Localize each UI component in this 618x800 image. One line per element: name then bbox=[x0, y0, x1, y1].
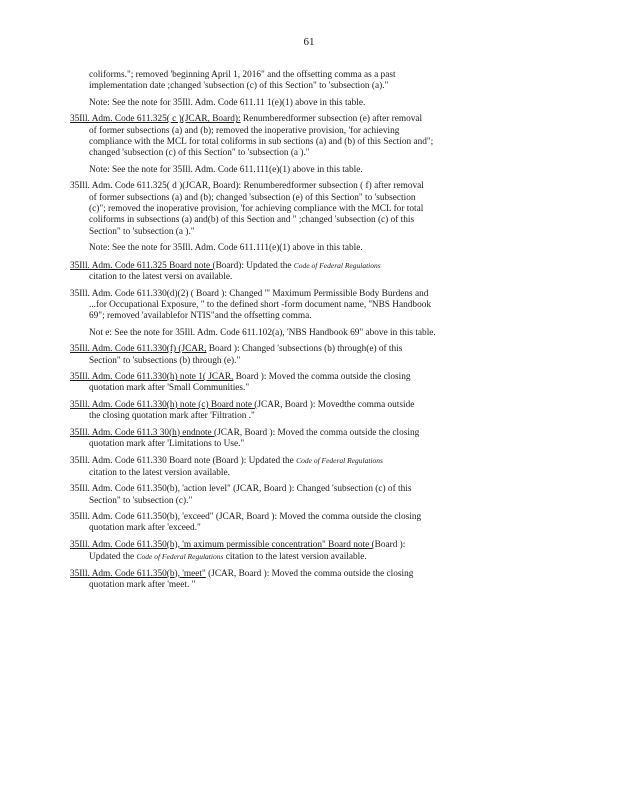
entry-citation: 35Ill. Adm. Code 611.325 Board note ( bbox=[70, 260, 216, 271]
note-text: Not e: See the note for 35Ill. Adm. Code 611.102(a), 'NBS Handbook 69" above in this table. bbox=[89, 327, 436, 338]
text-line: coliforms in subsections (a) and(b) of this Section and " ;changed 'subsection (c) of this bbox=[89, 215, 415, 226]
entry-description: 35Ill. Adm. Code 611.330 Board note (Board ): Updated the bbox=[70, 456, 294, 467]
entry-citation: 35Ill. Adm. Code 611.325( c )(JCAR, Board): bbox=[70, 114, 241, 125]
amendment-entry bbox=[70, 181, 542, 238]
amendment-entry bbox=[70, 569, 542, 592]
text-line: Section" to 'subsection (c)." bbox=[89, 495, 193, 506]
amendment-entry bbox=[70, 400, 542, 423]
text-line: Section" to 'subsections (b) through (e)." bbox=[89, 355, 241, 366]
note-text: Note: See the note for 35Ill. Adm. Code 611.111(e)(1) above in this table. bbox=[89, 243, 363, 254]
amendment-entry bbox=[70, 455, 542, 479]
table-note bbox=[70, 98, 542, 109]
entry-description: Board ): Changed 'subsections (b) through(e) of this bbox=[206, 344, 403, 355]
text-line: ...for Occupational Exposure, " to the defined short -form document name, ''NBS Handbook bbox=[89, 299, 432, 310]
entry-citation: 35Ill. Adm. Code 611.350(b), 'm aximum permissible concentration" Board note ( bbox=[70, 539, 375, 550]
entry-description: 35Ill. Adm. Code 611.325( d )(JCAR, Board): Renumberedformer subsection ( f) after removal bbox=[70, 181, 424, 192]
text-line: of former subsections (a) and (b); changed 'subsection (e) of this Section" to 'subsection bbox=[89, 192, 416, 203]
amendment-entry bbox=[70, 540, 542, 564]
amendment-entry bbox=[70, 428, 542, 451]
text-line: citation to the latest versi on available. bbox=[89, 272, 233, 283]
cfr-title: Code of Federal Regulations bbox=[293, 260, 381, 270]
text-line: Section" to 'subsection (a )." bbox=[89, 226, 195, 237]
amendment-entry bbox=[70, 512, 542, 535]
text-line: compliance with the MCL for total coliforms in sub sections (a) and (b) of this Section and"; bbox=[89, 137, 434, 148]
text-line: the closing quotation mark after 'Filtration ." bbox=[89, 411, 255, 422]
entry-description: Board ): bbox=[374, 539, 406, 550]
entry-description: (JCAR, Board ): Moved the comma outside the closing bbox=[205, 568, 414, 579]
entry-citation: 35Ill. Adm. Code 611.350(b), 'meet" bbox=[70, 568, 206, 579]
entry-description: Board ): Moved the comma outside the closing bbox=[233, 371, 411, 382]
text-line: Updated the bbox=[89, 552, 137, 563]
text-line: quotation mark after 'Limitations to Use." bbox=[89, 438, 245, 449]
text-line: coliforms."; removed 'beginning April 1, 2016" and the offsetting comma as a past bbox=[89, 70, 396, 80]
text-line: quotation mark after 'meet. " bbox=[89, 580, 196, 591]
table-note bbox=[70, 328, 542, 339]
text-line: quotation mark after 'exceed." bbox=[89, 523, 201, 534]
entry-description: JCAR, Board ): Moved the comma outside the closing bbox=[217, 427, 420, 438]
page-number: 61 bbox=[303, 36, 315, 48]
entry-description: Board): Updated the bbox=[215, 260, 292, 271]
amendment-entry bbox=[70, 114, 542, 160]
entry-description: JCAR, Board ): Movedthe comma outside bbox=[257, 399, 415, 410]
document-body bbox=[70, 70, 542, 596]
text-line: changed 'subsection (c) of this Section" to 'subsection (a )." bbox=[89, 148, 310, 159]
note-text: Note: See the note for 35Ill. Adm. Code 611.11 1(e)(1) above in this table. bbox=[89, 97, 366, 108]
text-line: of former subsections (a) and (b); removed the inoperative provision, 'for achieving bbox=[89, 125, 400, 136]
text-line: citation to the latest version available. bbox=[223, 552, 367, 563]
table-note bbox=[70, 165, 542, 176]
text-line: (c)"; removed the inoperative provision, 'for achieving compliance with the MCL for total bbox=[89, 204, 424, 215]
text-line: 69"; removed 'availablefor NTIS"and the offsetting comma. bbox=[89, 311, 312, 322]
entry-citation: 35Ill. Adm. Code 611.3 30(h) endnote ( bbox=[70, 427, 218, 438]
table-note bbox=[70, 243, 542, 254]
text-line: implementation date ;changed 'subsection (c) of this Section" to 'subsection (a)." bbox=[89, 81, 389, 92]
entry-description: 35Ill. Adm. Code 611.350(b), 'action level" (JCAR, Board ): Changed 'subsection (c) of this bbox=[70, 484, 412, 495]
continuation-text bbox=[70, 70, 542, 93]
note-text: Note: See the note for 35Ill. Adm. Code 611.111(e)(1) above in this table. bbox=[89, 164, 363, 175]
amendment-entry bbox=[70, 260, 542, 284]
entry-description: 35Ill. Adm. Code 611.330(d)(2) ( Board ): Changed '" Maximum Permissible Body Burdens and bbox=[70, 288, 429, 299]
text-line: citation to the latest version available. bbox=[89, 467, 230, 478]
entry-description: Renumberedformer subsection (e) after removal bbox=[240, 114, 423, 125]
entry-description: 35Ill. Adm. Code 611.350(b), 'exceed" (JCAR, Board ): Moved the comma outside the closing bbox=[70, 512, 422, 522]
entry-citation: 35Ill. Adm. Code 611.330(h) note 1( JCAR, bbox=[70, 371, 234, 382]
entry-citation: 35Ill. Adm. Code 611.330(f) (JCAR, bbox=[70, 344, 207, 355]
text-line: quotation mark after 'Small Communities." bbox=[89, 383, 250, 394]
amendment-entry bbox=[70, 344, 542, 367]
cfr-title: Code of Federal Regulations bbox=[296, 456, 383, 466]
entry-citation: 35Ill. Adm. Code 611.330(h) note (c) Board note ( bbox=[70, 399, 258, 410]
cfr-title: Code of Federal Regulations bbox=[136, 552, 224, 562]
amendment-entry bbox=[70, 484, 542, 507]
amendment-entry bbox=[70, 372, 542, 395]
amendment-entry bbox=[70, 289, 542, 323]
